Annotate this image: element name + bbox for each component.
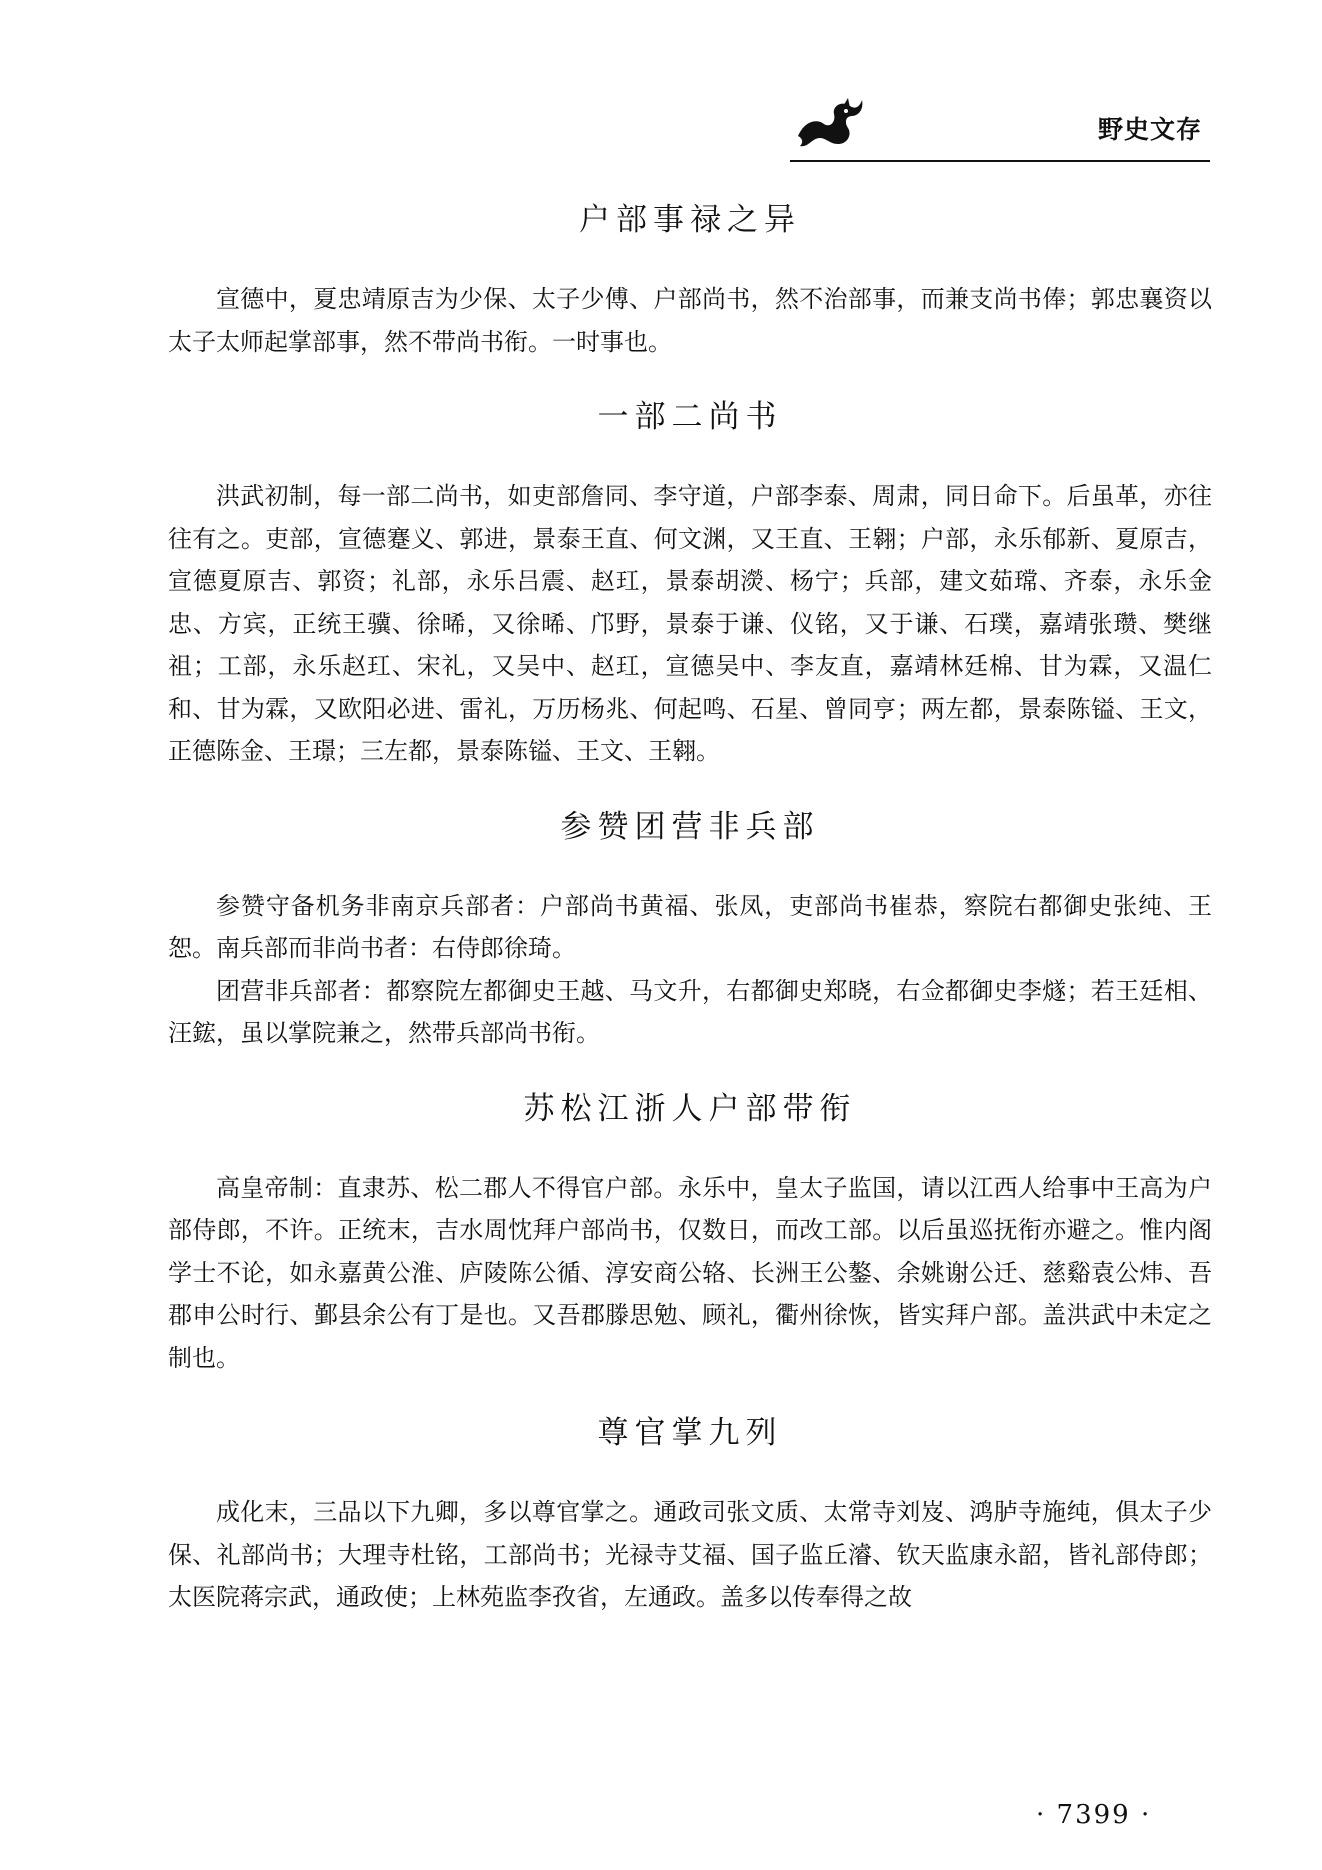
- paragraph: 成化末，三品以下九卿，多以尊官掌之。通政司张文质、太常寺刘岌、鸿胪寺施纯，俱太子少保、礼部尚书；大理寺杜铭，工部尚书；光禄寺艾福、国子监丘濬、钦天监康永韶，皆礼部侍郎；太医院蒋宗武，通政使；上林苑监李孜省，左通政。盖多以传奉得之故: [168, 1498, 1212, 1611]
- section-title: 参赞团营非兵部: [560, 808, 820, 845]
- running-header: [790, 84, 1210, 162]
- section: [168, 200, 1212, 363]
- page-number: · 7399 ·: [1036, 1800, 1152, 1830]
- section: [168, 397, 1212, 773]
- section-title: 尊官掌九列: [597, 1415, 783, 1451]
- paragraph: 宣德中，夏忠靖原吉为少保、太子少傅、户部尚书，然不治部事，而兼支尚书俸；郭忠襄资以太子太师起掌部事，然不带尚书衔。一时事也。: [168, 285, 1212, 356]
- book-title: 野史文存: [1097, 115, 1202, 144]
- section-title: 一部二尚书: [597, 399, 783, 435]
- paragraph: 参赞守备机务非南京兵部者：户部尚书黄福、张凤，吏部尚书崔恭，察院右都御史张纯、王恕。南兵部而非尚书者：右侍郎徐琦。: [168, 891, 1212, 962]
- paragraph: 洪武初制，每一部二尚书，如吏部詹同、李守道，户部李泰、周肃，同日命下。后虽革，亦往往有之。吏部，宣德蹇义、郭进，景泰王直、何文渊，又王直、王翱；户部，永乐郁新、夏原吉，宣德夏原吉、郭资；礼部，永乐吕震、赵玒，景泰胡濙、杨宁；兵部，建文茹瑺、齐泰，永乐金忠、方宾，正统王骥、徐晞，又徐晞、邝野，景泰于谦、仪铭，又于谦、石璞，嘉靖张瓒、樊继祖；工部，永乐赵玒、宋礼，又吴中、赵玒，宣德吴中、李友直，嘉靖林廷棉、甘为霖，又温仁和、甘为霖，又欧阳必进、雷礼，万历杨兆、何起鸣、石星、曾同亨；两左都，景泰陈镒、王文，正德陈金、王璟；三左都，景泰陈镒、王文、王翱。: [168, 482, 1212, 765]
- section: [168, 807, 1212, 1055]
- paragraph: 高皇帝制：直隶苏、松二郡人不得官户部。永乐中，皇太子监国，请以江西人给事中王高为户部侍郎，不许。正统末，吉水周忱拜户部尚书，仅数日，而改工部。以后虽巡抚衔亦避之。惟内阁学士不论，如永嘉黄公淮、庐陵陈公循、淳安商公辂、长洲王公鏊、余姚谢公迁、慈谿袁公炜、吾郡申公时行、鄞县余公有丁是也。又吾郡滕思勉、顾礼，衢州徐恢，皆实拜户部。盖洪武中未定之制也。: [168, 1173, 1212, 1372]
- page-body: [168, 200, 1212, 1653]
- section: [168, 1413, 1212, 1619]
- dragon-icon: [790, 92, 868, 154]
- paragraph: 团营非兵部者：都察院左都御史王越、马文升，右都御史郑晓，右佥都御史李燧；若王廷相、汪鋐，虽以掌院兼之，然带兵部尚书衔。: [168, 976, 1212, 1047]
- section-title: 苏松江浙人户部带衔: [523, 1090, 857, 1127]
- section-title: 户部事禄之异: [579, 202, 801, 238]
- section: [168, 1089, 1212, 1380]
